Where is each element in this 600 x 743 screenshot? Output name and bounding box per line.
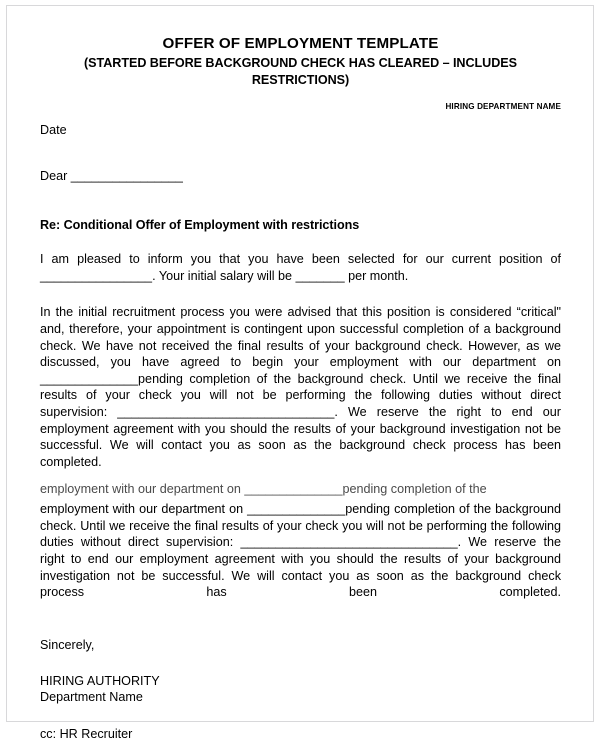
signature-department: Department Name <box>40 690 143 705</box>
hiring-department-header: HIRING DEPARTMENT NAME <box>445 102 561 112</box>
closing-line: Sincerely, <box>40 638 95 653</box>
body-paragraph: In the initial recruitment process you were advised that this position is considered “critical" and, therefore, your appointment is contingent upon successful completion of a background check. We have not received the final results of your background check. However, as we discussed, you have agreed to begin your employment with our department on ______________pending completion of the background check. Until we receive the final results of your check you will not be performing the following duties without direct supervision: _______________________________. We reserve the right to end our employment agreement with you should the results of your background investigation not be successful. We will contact you as soon as the background check process has been completed. <box>40 305 561 469</box>
cc-line: cc: HR Recruiter <box>40 727 133 742</box>
page-content <box>40 6 561 743</box>
date-label: Date <box>40 123 67 138</box>
scan-duplicate-artifact <box>40 482 561 617</box>
signature-name: HIRING AUTHORITY <box>40 674 160 689</box>
page-title: OFFER OF EMPLOYMENT TEMPLATE <box>162 35 439 52</box>
intro-paragraph: I am pleased to inform you that you have been selected for our current position of ________________. Your initial salary will be _______ per month. <box>40 252 561 283</box>
signature-block <box>40 654 561 706</box>
page-subtitle: (STARTED BEFORE BACKGROUND CHECK HAS CLEARED – INCLUDES RESTRICTIONS) <box>84 56 517 88</box>
document-page <box>6 5 594 742</box>
duplicate-paragraph: employment with our department on ______________pending completion of the background check. Until we receive the final results of your check you will not be performing the following duties without direct supervision: _______________________________. We reserve the right to end our employment agreement with you should the results of your background investigation not be successful. We will contact you as soon as the background check process has been completed. <box>40 502 561 600</box>
clipped-text-sliver <box>40 482 561 500</box>
subject-line: Re: Conditional Offer of Employment with restrictions <box>40 218 360 233</box>
salutation-line: Dear ________________ <box>40 168 183 183</box>
clipped-text-line: employment with our department on ______________pending completion of the <box>40 482 487 497</box>
